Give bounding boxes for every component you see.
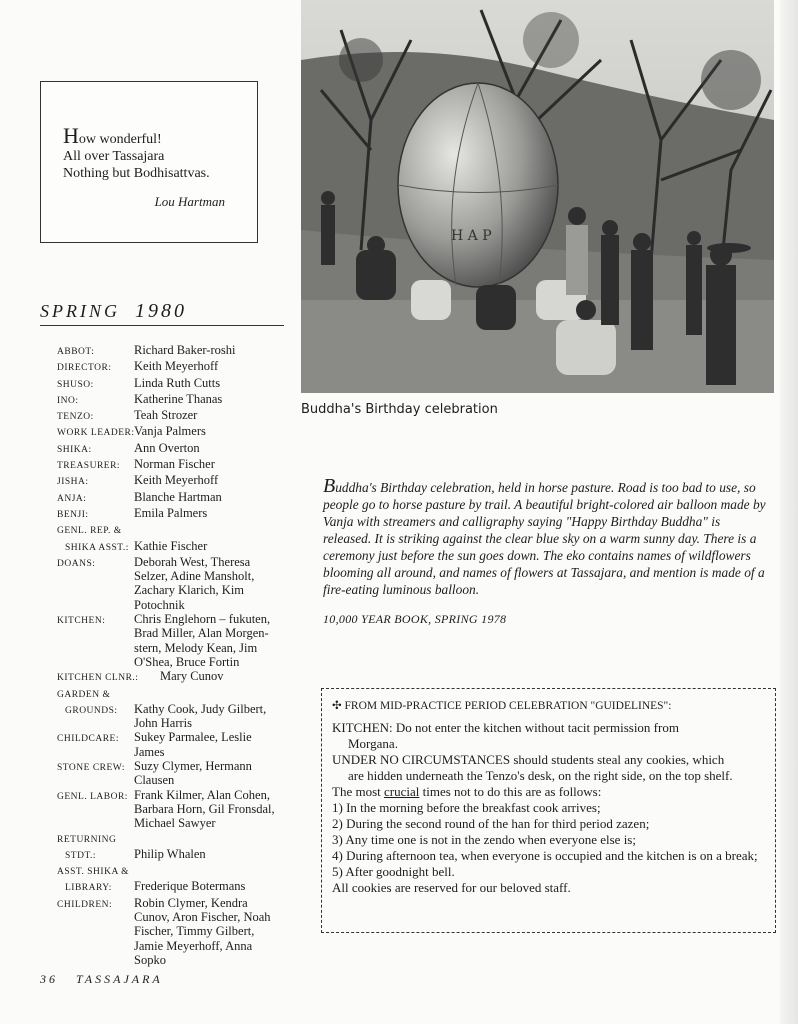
roster-row: [57, 441, 297, 457]
roster-role: CHILDCARE:: [57, 734, 119, 745]
quote-source: 10,000 YEAR BOOK, SPRING 1978: [323, 612, 507, 626]
roster-role: TREASURER:: [57, 461, 121, 472]
guidelines-box: [321, 688, 776, 933]
balloon-text: H A P: [451, 228, 492, 244]
page-footer: [40, 972, 163, 987]
guideline-item-4: 4) During afternoon tea, when everyone is occupied and the kitchen is on a break;: [332, 848, 758, 863]
cookie-rule: UNDER NO CIRCUMSTANCES should students steal any cookies, which: [332, 752, 725, 767]
roster-role: GROUNDS:: [65, 705, 118, 716]
roster-row: [57, 730, 297, 759]
roster-row: [57, 376, 297, 392]
roster-row: [57, 686, 297, 702]
roster-names: Robin Clymer, Kendra Cunov, Aron Fischer, Noah Fischer, Timmy Gilbert, Jamie Meyerhoff, Anna Sopko: [134, 895, 271, 967]
roster-names: Vanja Palmers: [134, 424, 206, 439]
birthday-quote: [323, 475, 769, 598]
roster-names: Ann Overton: [134, 440, 200, 455]
roster-row: [57, 424, 297, 440]
page-number: 36: [40, 972, 58, 986]
ornament-icon: ✣: [332, 700, 342, 712]
poem-line-1-text: ow wonderful!: [78, 132, 162, 147]
roster-row: [57, 522, 297, 538]
kitchen-rule-cont: Morgana.: [348, 736, 398, 751]
poem-author: Lou Hartman: [154, 194, 225, 209]
section-season: SPRING: [40, 301, 120, 321]
roster-names: Philip Whalen: [134, 846, 206, 861]
roster-names: Mary Cunov: [160, 669, 224, 684]
roster-row: [57, 473, 297, 489]
poem-line-1: [63, 123, 210, 148]
page-edge: [780, 0, 798, 1024]
roster-names: Norman Fischer: [134, 457, 215, 472]
roster-row: [57, 612, 297, 669]
roster-names: Teah Strozer: [134, 408, 198, 423]
roster-names: Emila Palmers: [134, 505, 208, 520]
photo-caption: Buddha's Birthday celebration: [301, 402, 498, 417]
roster-row: [57, 879, 297, 895]
roster-role: SHUSO:: [57, 379, 94, 390]
roster-row: [57, 457, 297, 473]
quote-drop-letter: B: [323, 475, 336, 497]
roster-row: [57, 847, 297, 863]
roster-role: BENJI:: [57, 509, 89, 520]
roster-names: Sukey Parmalee, Leslie James: [134, 730, 252, 759]
roster-names: Blanche Hartman: [134, 489, 222, 504]
crucial-times-line: [332, 784, 764, 800]
poem-box: [40, 81, 258, 243]
roster-row: [57, 896, 297, 967]
roster-names: Linda Ruth Cutts: [134, 375, 221, 390]
guideline-item-3: 3) Any time one is not in the zendo when everyone else is;: [332, 832, 636, 847]
roster-row: [57, 555, 297, 612]
roster-names: [134, 522, 284, 538]
guidelines-closing: All cookies are reserved for our beloved staff.: [332, 880, 571, 895]
roster-role: ABBOT:: [57, 347, 95, 357]
roster-names: Frank Kilmer, Alan Cohen, Barbara Horn, Gil Fronsdal, Michael Sawyer: [134, 787, 275, 831]
roster-names: Kathie Fischer: [134, 538, 208, 553]
guidelines-body: [332, 720, 764, 896]
roster-names: [134, 686, 284, 702]
roster-names: Kathy Cook, Judy Gilbert, John Harris: [134, 701, 267, 731]
roster-role: RETURNING: [57, 834, 117, 845]
quote-text: uddha's Birthday celebration, held in horse pasture. Road is too bad to use, so people go to horse pasture by trail. A beautiful bright-colored air balloon made by Vanja with streamers and calligraphy saying "Happy Birthday Buddha" is released. It is striking against the clear blue sky on a warm sunny day. There is a ceremony just before the sun goes down. The eko contains names of wildflowers blooming all around, and names of flowers at Tassajara, and mention is made of a fire-eating luminous balloon.: [323, 480, 766, 597]
roster-names: Chris Englehorn – fukuten, Brad Miller, Alan Morgen-stern, Melody Kean, Jim O'Shea, Bruce Fortin: [134, 612, 271, 669]
guideline-item-1: 1) In the morning before the breakfast cook arrives;: [332, 800, 601, 815]
kitchen-rule: KITCHEN: Do not enter the kitchen without tacit permission from: [332, 720, 679, 735]
roster-role: DOANS:: [57, 558, 96, 569]
roster-row: [57, 343, 297, 359]
poem-line-2: All over Tassajara: [63, 149, 165, 164]
roster-names: Richard Baker-roshi: [134, 343, 236, 357]
roster-role: JISHA:: [57, 477, 89, 488]
roster-row: [57, 359, 297, 375]
roster-role: KITCHEN:: [57, 616, 106, 627]
guideline-item-5: 5) After goodnight bell.: [332, 864, 455, 879]
roster-role: KITCHEN CLNR.:: [57, 673, 139, 684]
roster-row: [57, 759, 297, 788]
roster-row: [57, 392, 297, 408]
roster-row: [57, 669, 297, 685]
photo-illustration: [301, 0, 774, 393]
guidelines-heading-text: FROM MID-PRACTICE PERIOD CELEBRATION "GUIDELINES":: [344, 700, 672, 712]
roster-names: Katherine Thanas: [134, 391, 223, 406]
roster-role: DIRECTOR:: [57, 363, 112, 374]
guidelines-heading: [332, 698, 671, 712]
roster-role: STONE CREW:: [57, 763, 126, 774]
crucial-word: crucial: [384, 784, 420, 799]
roster-names: Frederique Botermans: [134, 879, 246, 894]
poem-lines: [63, 123, 210, 182]
section-title: [40, 300, 284, 326]
cookie-rule-cont: are hidden underneath the Tenzo's desk, on the right side, on the top shelf.: [348, 768, 733, 783]
roster-row: [57, 408, 297, 424]
roster-role: TENZO:: [57, 412, 94, 423]
crucial-pre: The most: [332, 784, 381, 799]
roster-role: GENL. LABOR:: [57, 791, 128, 802]
roster-row: [57, 788, 297, 831]
roster-names: Keith Meyerhoff: [134, 359, 219, 374]
birthday-photo: [301, 0, 774, 393]
roster-row: [57, 490, 297, 506]
roster-role: WORK LEADER:: [57, 428, 135, 439]
poem-line-3: Nothing but Bodhisattvas.: [63, 166, 210, 181]
roster-role: GARDEN &: [57, 689, 111, 700]
roster-names: Keith Meyerhoff: [134, 473, 219, 488]
section-year: 1980: [135, 300, 187, 322]
guideline-item-2: 2) During the second round of the han for third period zazen;: [332, 816, 650, 831]
roster-role: GENL. REP. &: [57, 526, 122, 537]
roster-row: [57, 702, 297, 731]
publication-name: TASSAJARA: [76, 972, 163, 986]
roster-role: SHIKA:: [57, 444, 92, 455]
roster-role: ASST. SHIKA &: [57, 867, 130, 878]
roster-role: INO:: [57, 395, 79, 406]
roster-names: Suzy Clymer, Hermann Clausen: [134, 759, 252, 788]
roster-row: [57, 831, 297, 847]
roster-names: [134, 831, 284, 847]
staff-roster: [57, 343, 297, 967]
roster-role: ANJA:: [57, 493, 87, 504]
poem-drop-letter: H: [63, 123, 79, 148]
roster-names: [134, 863, 284, 879]
roster-role: CHILDREN:: [57, 899, 113, 910]
roster-row: [57, 863, 297, 879]
roster-names: Deborah West, Theresa Selzer, Adine Mansholt, Zachary Klarich, Kim Potochnik: [134, 554, 255, 612]
roster-role: SHIKA ASST.:: [65, 542, 129, 553]
roster-role: LIBRARY:: [65, 883, 112, 894]
roster-row: [57, 539, 297, 555]
crucial-post: times not to do this are as follows:: [422, 784, 602, 799]
roster-role: STDT.:: [65, 850, 97, 861]
roster-row: [57, 506, 297, 522]
